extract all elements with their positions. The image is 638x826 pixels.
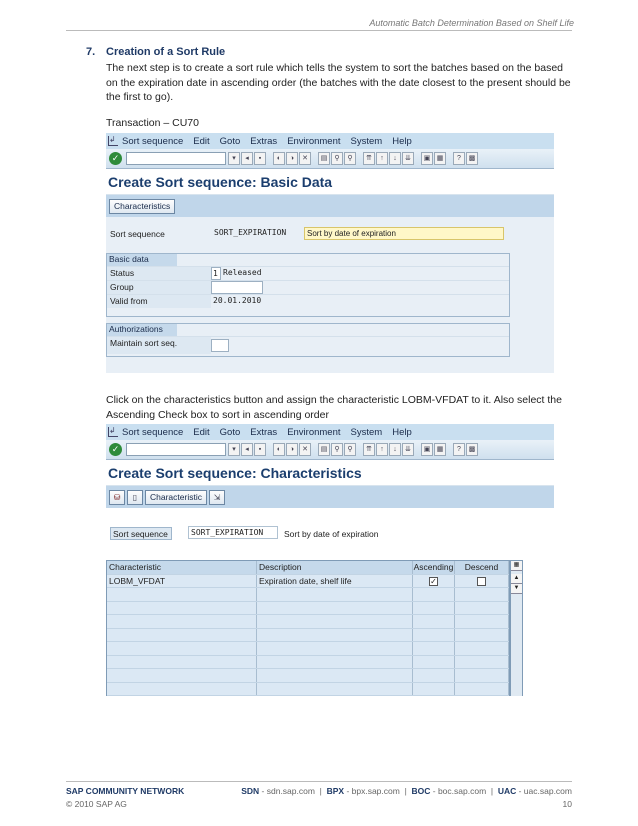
application-toolbar [106,195,554,217]
col-descend[interactable]: Descend [455,561,509,574]
prev-page-icon[interactable]: ↑ [376,443,388,456]
footer-link-boc[interactable]: boc.sap.com [437,786,487,796]
command-history-icon[interactable]: ▾ [228,443,240,456]
sort-sequence-label: Sort sequence [110,229,165,239]
col-description[interactable]: Description [257,561,413,574]
first-page-icon[interactable]: ⇈ [363,152,375,165]
back-icon[interactable]: ◐ [273,443,285,456]
table-row[interactable] [107,588,509,602]
help-icon[interactable]: ? [453,152,465,165]
menu-bar [106,133,554,149]
exit-icon[interactable]: ◑ [286,443,298,456]
intro-paragraph: The next step is to create a sort rule which tells the system to sort the batches based on the based on the expiration date in ascending order (the batches with the date closest to the present should be the first to go). [106,62,571,103]
footer-network: SAP COMMUNITY NETWORK [66,786,185,796]
application-toolbar [106,486,554,508]
basic-data-header: Basic data [107,254,177,266]
cancel-icon[interactable]: ✕ [299,443,311,456]
last-page-icon[interactable]: ⇊ [402,152,414,165]
menu-edit[interactable]: Edit [193,426,210,438]
next-page-icon[interactable]: ↓ [389,443,401,456]
description-cell: Expiration date, shelf life [257,575,413,588]
system-toolbar [106,440,554,460]
sort-sequence-field: SORT_EXPIRATION [188,526,278,539]
sap-window-characteristics [106,424,554,696]
footer-link-uac-label: UAC [497,786,517,796]
shortcut-icon[interactable]: ▦ [434,152,446,165]
new-session-icon[interactable]: ▣ [421,443,433,456]
menu-edit[interactable]: Edit [193,135,210,147]
instruction-paragraph: Click on the characteristics button and assign the characteristic LOBM-VFDAT to it. Also select the Ascending Check box to sort in ascending order [106,394,562,421]
document-icon[interactable]: ▯ [127,490,143,505]
help-icon[interactable]: ? [453,443,465,456]
window-menu-icon[interactable]: ↲ [108,427,118,437]
menu-extras[interactable]: Extras [250,135,278,147]
system-toolbar [106,149,554,169]
col-characteristic[interactable]: Characteristic [107,561,257,574]
command-field[interactable] [126,443,226,456]
header-divider [66,30,572,31]
find-icon[interactable]: ⚲ [331,152,343,165]
window-menu-icon[interactable]: ↲ [108,136,118,146]
last-page-icon[interactable]: ⇊ [402,443,414,456]
menu-sort-sequence[interactable]: Sort sequence [122,135,184,147]
sort-sequence-field: SORT_EXPIRATION [212,227,302,240]
next-page-icon[interactable]: ↓ [389,152,401,165]
basic-data-icon[interactable]: ⛁ [109,490,125,505]
back-icon[interactable]: ◐ [273,152,285,165]
footer-link-bpx-label: BPX [326,786,345,796]
status-code-input[interactable]: 1 [211,267,221,280]
descend-checkbox[interactable] [477,577,486,586]
col-ascending[interactable]: Ascending [413,562,454,572]
layout-icon[interactable]: ▩ [466,443,478,456]
transaction-code: Transaction – CU70 [106,117,199,129]
section-heading [86,46,225,58]
back-arrow-icon[interactable]: ◂ [241,152,253,165]
table-row[interactable] [107,615,509,629]
cancel-icon[interactable]: ✕ [299,152,311,165]
menu-environment[interactable]: Environment [287,135,341,147]
first-page-icon[interactable]: ⇈ [363,443,375,456]
table-row[interactable] [107,575,509,589]
page-header-title: Automatic Batch Determination Based on Shelf Life [369,18,574,28]
characteristic-button[interactable]: Characteristic [145,490,207,505]
print-icon[interactable]: ▤ [318,152,330,165]
prev-page-icon[interactable]: ↑ [376,152,388,165]
scroll-down-icon[interactable]: ▼ [511,584,522,594]
find-icon[interactable]: ⚲ [331,443,343,456]
find-next-icon[interactable]: ⚲ [344,443,356,456]
table-row[interactable] [107,683,509,697]
status-text: Released [221,267,301,280]
footer-link-boc-label: BOC [411,786,431,796]
table-header [107,561,509,575]
characteristic-cell[interactable]: LOBM_VFDAT [107,575,257,588]
scroll-up-icon[interactable]: ▲ [511,574,522,584]
menu-system[interactable]: System [350,426,383,438]
valid-from-field: 20.01.2010 [211,295,291,308]
sort-description-text: Sort by date of expiration [284,529,379,539]
sort-sequence-label: Sort sequence [110,527,172,540]
find-next-icon[interactable]: ⚲ [344,152,356,165]
column-settings-icon[interactable]: ▦ [511,561,522,571]
menu-system[interactable]: System [350,135,383,147]
page-number: 10 [562,799,572,809]
sort-icon[interactable]: ⇲ [209,490,225,505]
save-icon[interactable]: ▪ [254,152,266,165]
table-row[interactable] [107,629,509,643]
footer-link-sdn[interactable]: sdn.sap.com [266,786,315,796]
characteristics-button[interactable]: Characteristics [109,199,175,214]
command-history-icon[interactable]: ▾ [228,152,240,165]
table-row[interactable] [107,642,509,656]
footer-divider [66,781,572,782]
menu-goto[interactable]: Goto [219,426,241,438]
new-session-icon[interactable]: ▣ [421,152,433,165]
menu-environment[interactable]: Environment [287,426,341,438]
maintain-sort-seq-label: Maintain sort seq. [107,337,211,354]
basic-data-group [106,253,510,317]
screen-title: Create Sort sequence: Characteristics [106,460,554,486]
menu-extras[interactable]: Extras [250,426,278,438]
footer-copyright: © 2010 SAP AG [66,799,127,809]
group-input[interactable] [211,281,263,294]
menu-help[interactable]: Help [392,135,412,147]
authorizations-group [106,323,510,357]
ascending-checkbox[interactable]: ✓ [430,576,437,586]
save-icon[interactable]: ▪ [254,443,266,456]
table-row[interactable] [107,602,509,616]
section-title: Creation of a Sort Rule [106,46,226,58]
menu-bar [106,424,554,440]
status-label: Status [107,267,211,280]
menu-goto[interactable]: Goto [219,135,241,147]
authorizations-header: Authorizations [107,324,177,336]
table-row[interactable] [107,669,509,683]
layout-icon[interactable]: ▩ [466,152,478,165]
maintain-sort-seq-input[interactable] [211,339,229,352]
back-arrow-icon[interactable]: ◂ [241,443,253,456]
footer-link-sdn-label: SDN [241,786,260,796]
sort-description-input[interactable]: Sort by date of expiration [304,227,504,240]
footer-links: SDN - sdn.sap.com | BPX - bpx.sap.com | BOC - boc.sap.com | UAC - uac.sap.com [241,786,572,796]
section-number: 7. [86,46,96,58]
basic-data-content [106,217,554,373]
characteristics-table [106,560,510,696]
exit-icon[interactable]: ◑ [286,152,298,165]
command-field[interactable] [126,152,226,165]
enter-check-icon[interactable]: ✓ [109,443,122,456]
table-row[interactable] [107,656,509,670]
table-scrollbar[interactable] [510,560,523,696]
menu-sort-sequence[interactable]: Sort sequence [122,426,184,438]
enter-check-icon[interactable]: ✓ [109,152,122,165]
shortcut-icon[interactable]: ▦ [434,443,446,456]
footer-link-uac[interactable]: uac.sap.com [523,786,572,796]
sap-window-basic-data [106,133,554,373]
screen-title: Create Sort sequence: Basic Data [106,169,554,195]
menu-help[interactable]: Help [392,426,412,438]
print-icon[interactable]: ▤ [318,443,330,456]
valid-from-label: Valid from [107,295,211,308]
footer-link-bpx[interactable]: bpx.sap.com [351,786,400,796]
group-label: Group [107,281,211,294]
